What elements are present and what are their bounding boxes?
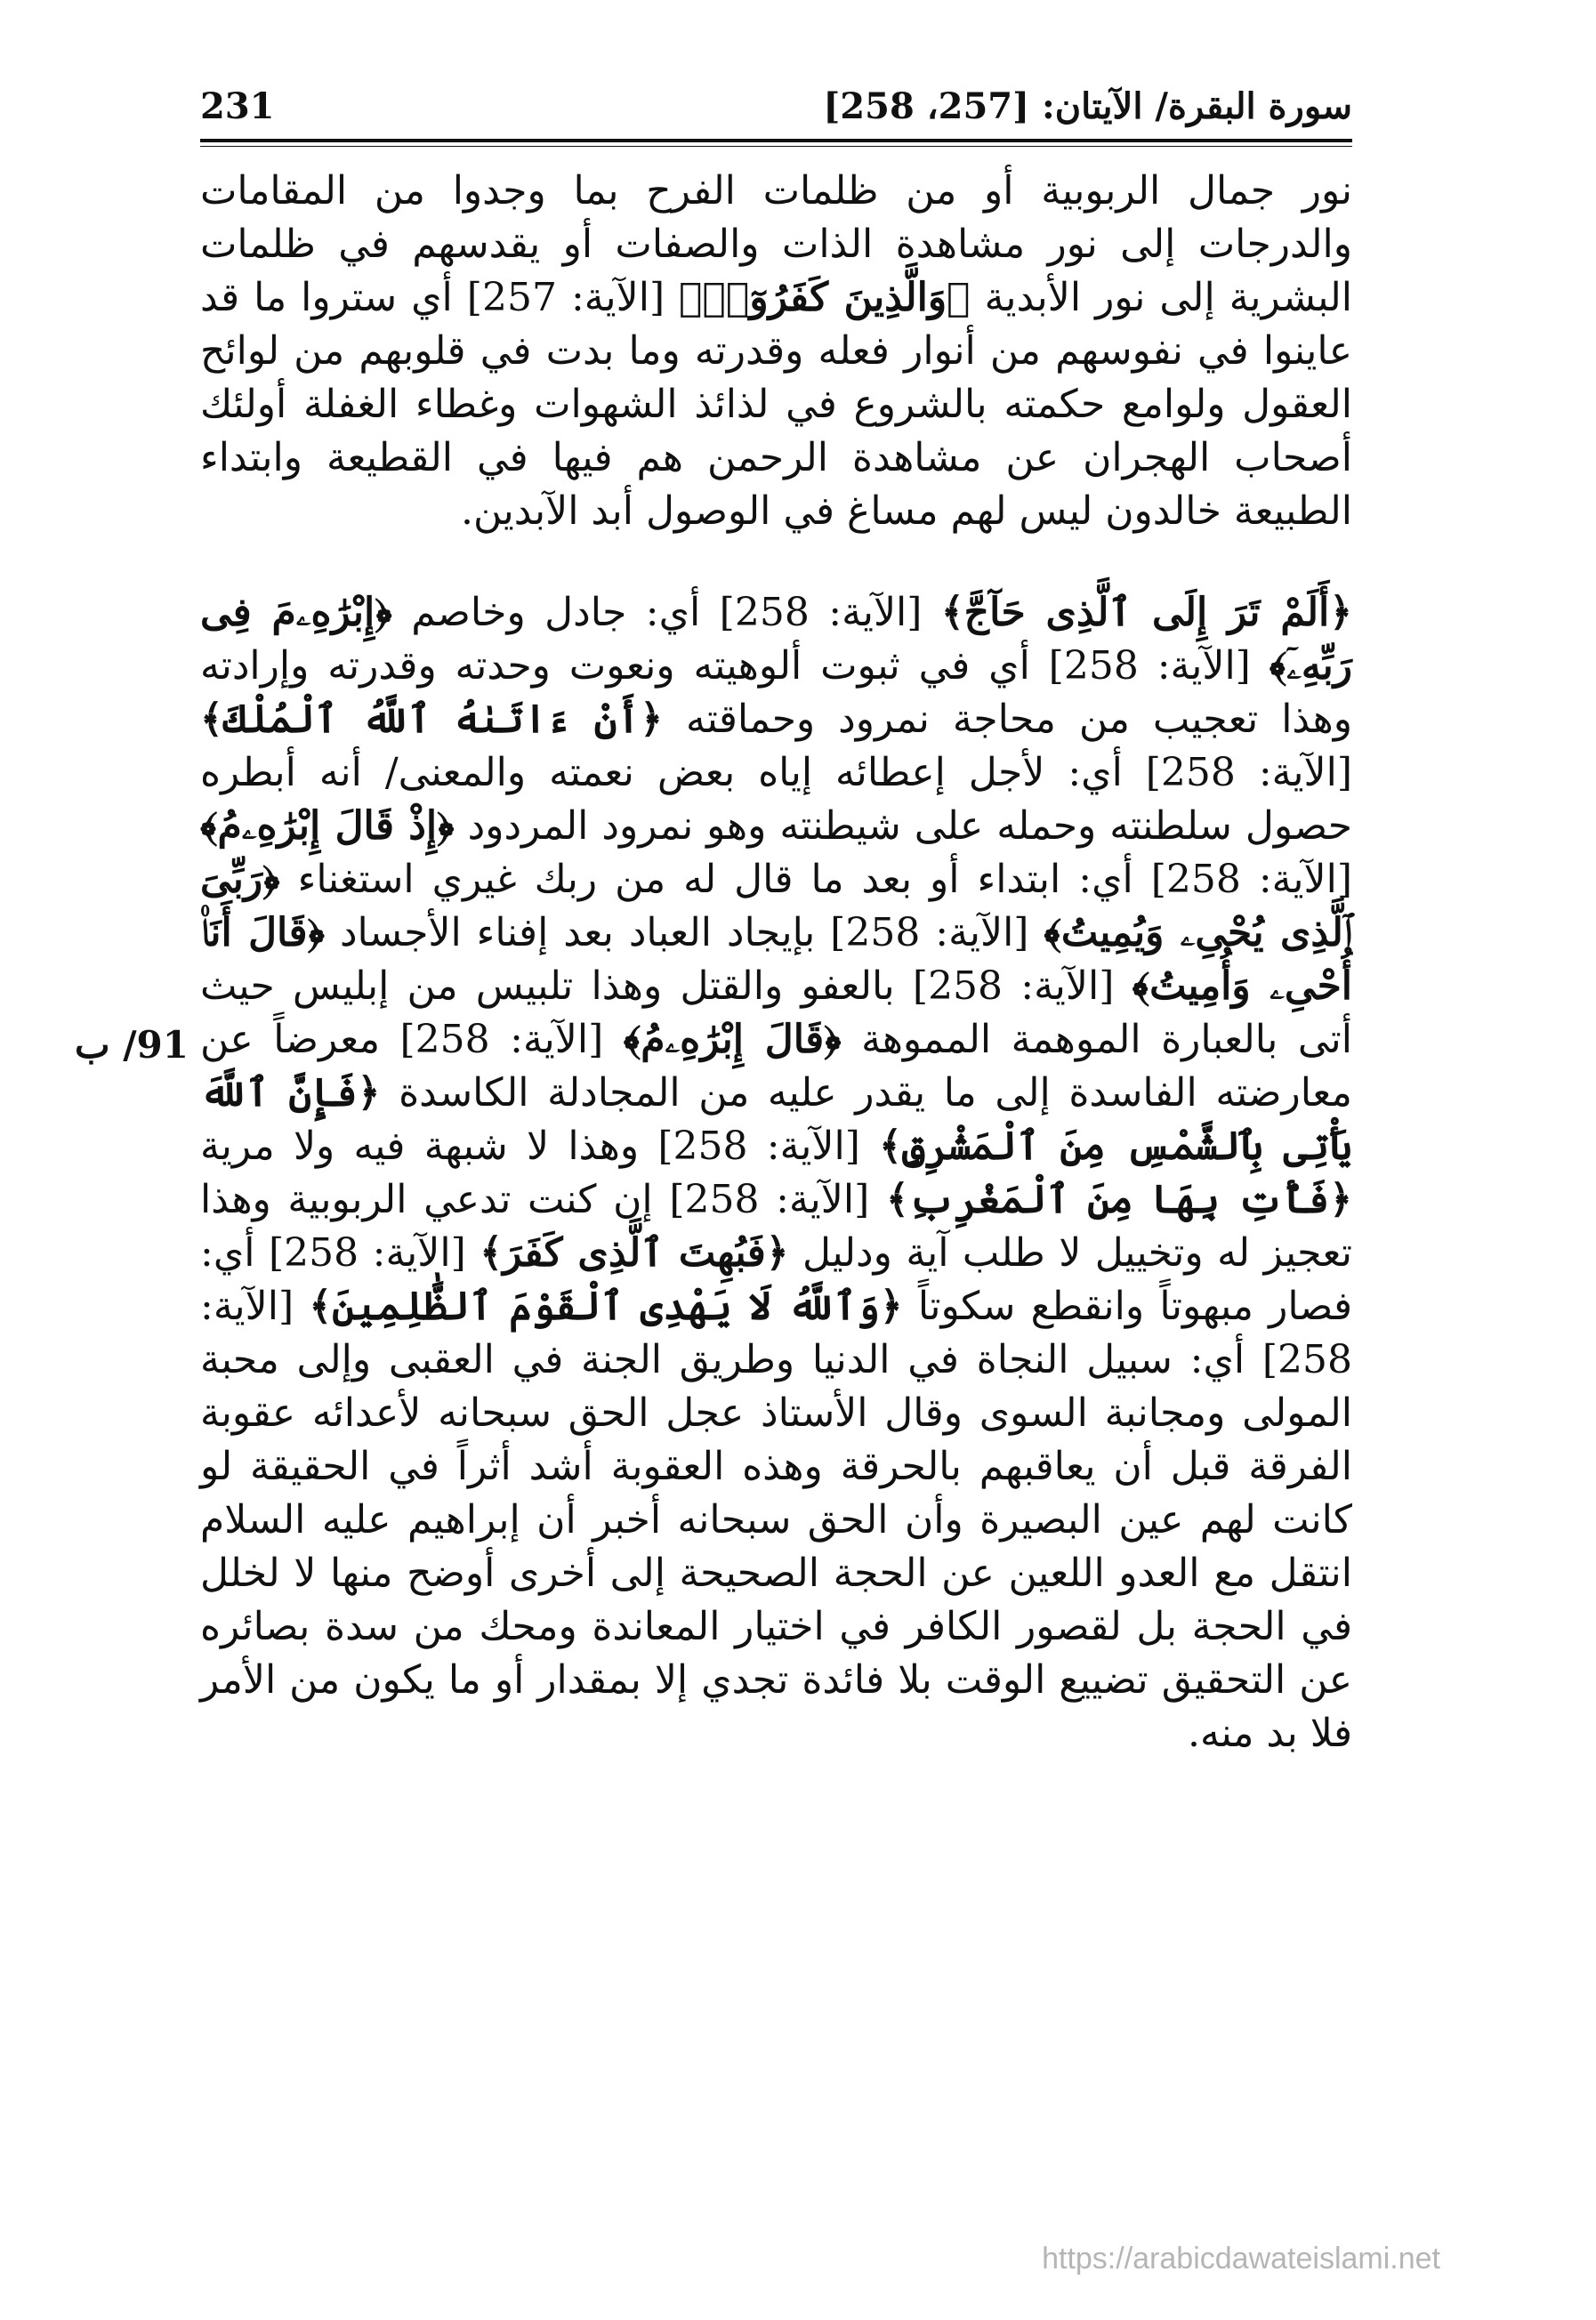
page-number: 231 bbox=[200, 85, 275, 127]
manuscript-folio-note: 91/ ب bbox=[75, 1023, 189, 1067]
quran-quote: ﴿أَنْ ءَاتَىٰهُ ٱللَّهُ ٱلْمُلْكَ﴾ bbox=[200, 697, 664, 742]
text-segment: [الآية: 258] بإيجاد العباد بعد إفناء الأجساد bbox=[324, 910, 1044, 955]
text-segment: [الآية: 258] وهذا لا شبهة فيه ولا مرية bbox=[200, 1124, 880, 1169]
text-segment: [الآية: 258] أي: سبيل النجاة في الدنيا وطريق الجنة في العقبى وإلى محبة المولى ومجانبة السوى وقال الأستاذ عجل الحق سبحانه لأعدائه عقوبة الفرقة قبل أن يعاقبهم بالحرقة وهذه العقوبة أشد أثراً في الحقيقة لو كانت لهم عين البصيرة وأن الحق سبحانه أخبر أن إبراهيم عليه السلام انتقل مع العدو اللعين عن الحجة الصحيحة إلى أخرى أوضح منها لا لخلل في الحجة بل لقصور الكافر في اختيار المعاندة ومحك من سدة بصائره عن التحقيق تضييع الوقت بلا فائدة تجدي إلا بمقدار أو ما يكون من الأمر فلا بد منه. bbox=[200, 1284, 1353, 1756]
quran-quote: ﴿قَالَ أَنَا۠ أُحْىِۦ وَأُمِيتُ﴾ bbox=[200, 910, 1353, 1009]
header-rule-thick bbox=[200, 139, 1352, 142]
quran-quote: ﴿فَإِنَّ ٱللَّهَ يَأْتِى بِٱلشَّمْسِ مِنَ ٱلْمَشْرِقِ﴾ bbox=[200, 1070, 1352, 1169]
quran-quote: ﴿فَأْتِ بِهَا مِنَ ٱلْمَغْرِبِ﴾ bbox=[885, 1177, 1352, 1222]
text-segment: [الآية: 257] أي ستروا ما قد عاينوا في نفوسهم من أنوار فعله وقدرته وما بدت في قلوبهم من لوائح العقول ولوامع حكمته بالشروع في لذائذ الشهوات وغطاء الغفلة أولئك أصحاب الهجران عن مشاهدة الرحمن هم فيها في القطيعة وابتداء الطبيعة خالدون ليس لهم مساغ في الوصول أبد الآبدين. bbox=[200, 275, 1352, 534]
quran-quote: ﴿وَالَّذِينَ كَفَرُوٓا۟﴾ bbox=[679, 275, 971, 320]
quran-quote: ﴿فَبُهِتَ ٱلَّذِى كَفَرَ﴾ bbox=[480, 1230, 789, 1276]
text-segment: [الآية: 258] أي: لأجل إعطائه إياه بعض نعمته والمعنى/ أنه أبطره حصول سلطنته وحمله على شيطنته وهو نمرود المردود bbox=[200, 750, 1352, 849]
paragraph-1 bbox=[200, 165, 1352, 538]
text-segment: [الآية: 258] أي: فصار مبهوتاً وانقطع سكوتاً bbox=[200, 1230, 1352, 1329]
watermark-url: https://arabicdawateislami.net bbox=[1042, 2242, 1440, 2276]
page-header bbox=[200, 80, 1352, 133]
quran-quote: ﴿أَلَمْ تَرَ إِلَى ٱلَّذِى حَآجَّ﴾ bbox=[940, 590, 1353, 635]
header-rule-thin bbox=[200, 146, 1352, 147]
running-title: سورة البقرة/ الآيتان: [257، 258] bbox=[823, 85, 1352, 127]
text-segment: [الآية: 258] بالعفو والقتل وهذا تلبيس من إبليس حيث أتى بالعبارة الموهمة المموهة bbox=[200, 963, 1352, 1062]
text-segment: [الآية: 258] أي: جادل وخاصم bbox=[391, 590, 941, 635]
text-segment: [الآية: 258] أي: ابتداء أو بعد ما قال له من ربك غيري استغناء bbox=[279, 857, 1352, 902]
quran-quote: ﴿وَٱللَّهُ لَا يَهْدِى ٱلْقَوْمَ ٱلظَّٰلِمِينَ﴾ bbox=[309, 1284, 903, 1329]
text-segment: [الآية: 258] إن كنت تدعي الربوبية وهذا تعجيز له وتخييل لا طلب آية ودليل bbox=[200, 1177, 1352, 1276]
quran-quote: ﴿رَبِّىَ ٱلَّذِى يُحْىِۦ وَيُمِيتُ﴾ bbox=[200, 857, 1352, 955]
quran-quote: ﴿قَالَ إِبْرَٰهِۦمُ﴾ bbox=[623, 1017, 842, 1062]
paragraph-2 bbox=[200, 586, 1352, 1760]
text-segment: [الآية: 258] أي في ثبوت ألوهيته ونعوت وحدته وقدرته وإرادته وهذا تعجيب من محاجة نمرود وحماقته bbox=[200, 643, 1352, 742]
quran-quote: ﴿إِبْرَٰهِۦمَ فِى رَبِّهِۦٓ﴾ bbox=[200, 590, 1352, 689]
text-segment: نور جمال الربوبية أو من ظلمات الفرح بما وجدوا من المقامات والدرجات إلى نور مشاهدة الذات والصفات أو يقدسهم في ظلمات البشرية إلى نور الأبدية bbox=[200, 168, 1352, 320]
quran-quote: ﴿إِذْ قَالَ إِبْرَٰهِۦمُ﴾ bbox=[200, 803, 455, 849]
body-text bbox=[200, 165, 1352, 1760]
text-segment: [الآية: 258] معرضاً عن معارضته الفاسدة إلى ما يقدر عليه من المجادلة الكاسدة bbox=[200, 1017, 1352, 1116]
